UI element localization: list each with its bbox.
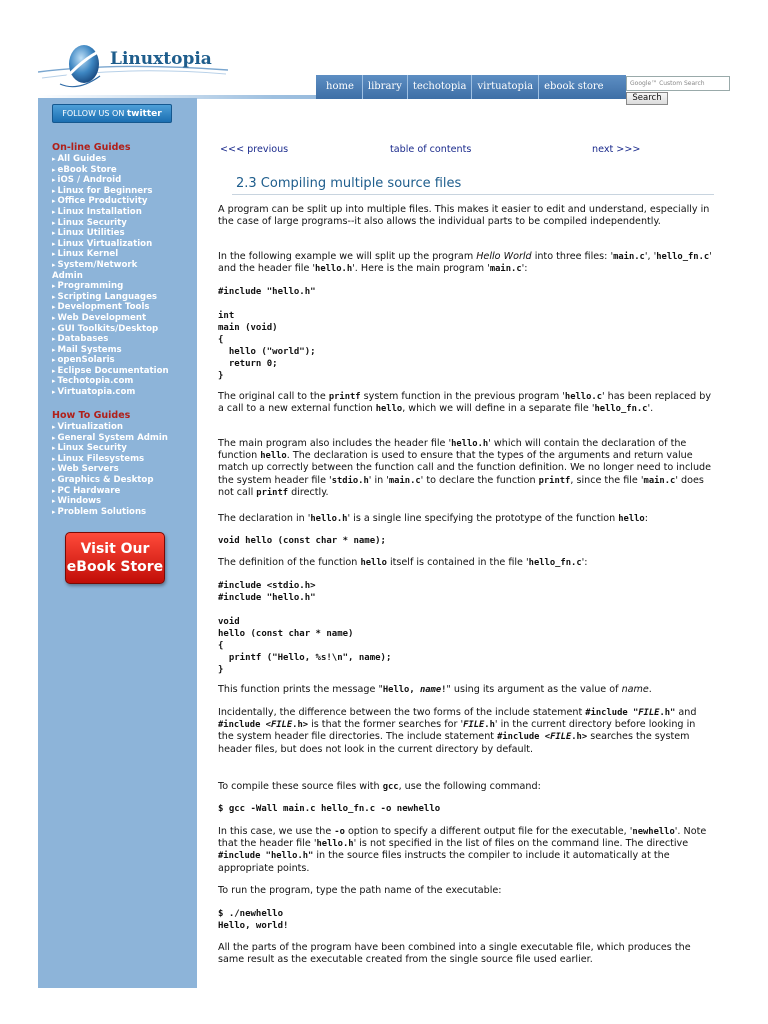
list-item[interactable]: Admin	[52, 270, 83, 281]
bullet-icon: ▸	[52, 292, 56, 301]
logo-text[interactable]: Linuxtopia	[110, 49, 212, 69]
bullet-icon: ▸	[52, 444, 56, 453]
list-item[interactable]: ▸ Linux for Beginners	[52, 185, 153, 196]
twitter-icon: twitter	[126, 109, 162, 119]
list-item[interactable]: ▸ Virtuatopia.com	[52, 387, 136, 398]
list-item[interactable]: ▸ Linux Security	[52, 443, 127, 454]
bullet-icon: ▸	[52, 260, 56, 269]
list-item[interactable]: ▸ Databases	[52, 334, 109, 345]
nav-techotopia[interactable]: techotopia	[408, 75, 473, 99]
bullet-icon: ▸	[52, 197, 56, 206]
list-item[interactable]: ▸ Linux Filesystems	[52, 453, 145, 464]
page-title: 2.3 Compiling multiple source files	[236, 176, 462, 191]
sidebar	[38, 98, 197, 988]
bullet-icon: ▸	[52, 324, 56, 333]
nav-virtuatopia[interactable]: virtuatopia	[472, 75, 539, 99]
table-of-contents-link[interactable]: table of contents	[390, 144, 472, 155]
list-item[interactable]: ▸ openSolaris	[52, 355, 115, 366]
next-link[interactable]: next >>>	[592, 144, 641, 155]
list-item[interactable]: ▸ iOS / Android	[52, 175, 122, 186]
list-item[interactable]: ▸ Virtualization	[52, 422, 123, 432]
bullet-icon: ▸	[52, 229, 56, 238]
bullet-icon: ▸	[52, 282, 56, 291]
bullet-icon: ▸	[52, 475, 56, 484]
paragraph-original-call: The original call to the printf system function in the previous program 'hello.c' has been replaced by a call to a new external function hello, which we will define in a separate file 'hello_fn.c'.	[218, 391, 712, 415]
pager	[220, 144, 714, 156]
bullet-icon: ▸	[52, 335, 56, 344]
list-item[interactable]: ▸ Eclipse Documentation	[52, 365, 169, 376]
paragraph-definition: The definition of the function hello itself is contained in the file 'hello_fn.c':	[218, 557, 588, 568]
list-item[interactable]: ▸ Office Productivity	[52, 196, 148, 207]
ebook-button-line1: Visit Our	[80, 541, 150, 557]
paragraph-summary: All the parts of the program have been combined into a single executable file, which produces the same result as the executable created from the single source file used earlier.	[218, 942, 691, 966]
visit-ebook-store-button[interactable]	[65, 532, 165, 584]
list-item[interactable]: ▸ Linux Kernel	[52, 249, 119, 260]
list-item[interactable]: ▸ Web Servers	[52, 464, 119, 475]
list-item[interactable]: ▸ Graphics & Desktop	[52, 474, 154, 485]
paragraph-declaration: The declaration in 'hello.h' is a single line specifying the prototype of the function hello:	[218, 513, 648, 524]
nav-library[interactable]: library	[363, 75, 408, 99]
list-item[interactable]: ▸ Windows	[52, 496, 102, 507]
list-item[interactable]: ▸ Techotopia.com	[52, 376, 134, 387]
bullet-icon: ▸	[52, 497, 56, 506]
paragraph-prints: This function prints the message "Hello, name!" using its argument as the value of name.	[218, 684, 652, 695]
list-item[interactable]: ▸ eBook Store	[52, 164, 117, 175]
bullet-icon: ▸	[52, 377, 56, 386]
bullet-icon: ▸	[52, 313, 56, 322]
online-guides-heading: On-line Guides	[52, 142, 131, 153]
paragraph-output-option: In this case, we use the -o option to specify a different output file for the executable, 'newhello'. Note that the header file 'hello.h' is not specified in the list of files on the command line. The directive #include "hello.h" in the source files instructs the compiler to include it automatically at the appropriate points.	[218, 826, 707, 874]
paragraph-compile: To compile these source files with gcc, use the following command:	[218, 781, 541, 792]
bullet-icon: ▸	[52, 366, 56, 375]
bullet-icon: ▸	[52, 423, 56, 431]
list-item[interactable]: ▸ Linux Installation	[52, 206, 142, 217]
code-hello-fn-c: #include <stdio.h> #include "hello.h" void hello (const char * name) { printf ("Hello, %s!\n", name); }	[218, 581, 392, 675]
title-divider	[232, 194, 714, 195]
bullet-icon: ▸	[52, 186, 56, 195]
bullet-icon: ▸	[52, 486, 56, 495]
bullet-icon: ▸	[52, 176, 56, 185]
bullet-icon: ▸	[52, 165, 56, 174]
bullet-icon: ▸	[52, 239, 56, 248]
bullet-icon: ▸	[52, 356, 56, 365]
code-run-output: $ ./newhello Hello, world!	[218, 909, 289, 931]
bullet-icon: ▸	[52, 507, 56, 516]
site-header	[38, 22, 738, 110]
nav-home[interactable]: home	[316, 75, 363, 99]
previous-link[interactable]: <<< previous	[220, 144, 289, 155]
follow-label: FOLLOW US ON	[62, 109, 125, 118]
list-item[interactable]: ▸ Development Tools	[52, 302, 150, 313]
list-item[interactable]: ▸ Programming	[52, 281, 124, 292]
paragraph-header-file: The main program also includes the header file 'hello.h' which will contain the declaration of the function hello. The declaration is used to ensure that the types of the arguments and return value match up correctly between the function call and the function definition. We no longer need to include the system header file 'stdio.h' in 'main.c' to declare the function printf, since the file 'main.c' does not call printf directly.	[218, 438, 712, 498]
how-to-guides-heading: How To Guides	[52, 410, 131, 421]
paragraph-intro: A program can be split up into multiple files. This makes it easier to edit and understand, especially in the case of large programs--it also allows the individual parts to be compiled independently.	[218, 204, 710, 228]
search-input[interactable]: Google™ Custom Search	[626, 76, 730, 91]
bullet-icon: ▸	[52, 155, 56, 163]
list-item[interactable]: ▸ All Guides	[52, 154, 107, 164]
follow-twitter-button[interactable]	[52, 104, 172, 123]
top-nav	[316, 75, 626, 99]
bullet-icon: ▸	[52, 303, 56, 312]
how-to-guides-list	[52, 422, 168, 517]
bullet-icon: ▸	[52, 433, 56, 442]
list-item[interactable]: ▸ Scripting Languages	[52, 291, 158, 302]
list-item[interactable]: ▸ GUI Toolkits/Desktop	[52, 323, 159, 334]
list-item[interactable]: ▸ Linux Utilities	[52, 228, 125, 239]
code-hello-h: void hello (const char * name);	[218, 536, 386, 546]
search-button[interactable]: Search	[626, 92, 668, 105]
code-main-c: #include "hello.h" int main (void) { hello ("world"); return 0; }	[218, 287, 316, 381]
list-item[interactable]: ▸ Linux Security	[52, 217, 127, 228]
bullet-icon: ▸	[52, 388, 56, 397]
list-item[interactable]: ▸ System/Network	[52, 259, 138, 270]
paragraph-include-forms: Incidentally, the difference between the two forms of the include statement #include "FILE.h" and #include <FILE.h> is that the former searches for 'FILE.h' in the current directory before looking in the system header file directories. The include statement #include <FILE.h> searches the system header files, but does not look in the current directory by default.	[218, 707, 697, 755]
bullet-icon: ▸	[52, 465, 56, 474]
list-item[interactable]: ▸ Mail Systems	[52, 344, 122, 355]
bullet-icon: ▸	[52, 207, 56, 216]
paragraph-run: To run the program, type the path name of the executable:	[218, 885, 502, 896]
bullet-icon: ▸	[52, 218, 56, 227]
code-gcc-command: $ gcc -Wall main.c hello_fn.c -o newhello	[218, 804, 441, 814]
ebook-button-line2: eBook Store	[66, 559, 164, 575]
paragraph-example: In the following example we will split up the program Hello World into three files: 'main.c', 'hello_fn.c' and the header file 'hello.h'. Here is the main program 'main.c':	[218, 251, 712, 275]
online-guides-list	[52, 154, 169, 398]
list-item[interactable]: ▸ Problem Solutions	[52, 506, 147, 517]
list-item[interactable]: ▸ Linux Virtualization	[52, 238, 153, 249]
bullet-icon: ▸	[52, 345, 56, 354]
list-item[interactable]: ▸ Web Development	[52, 312, 147, 323]
list-item[interactable]: ▸ PC Hardware	[52, 485, 121, 496]
nav-ebook-store[interactable]: ebook store	[544, 81, 604, 92]
bullet-icon: ▸	[52, 454, 56, 463]
bullet-icon: ▸	[52, 250, 56, 259]
list-item[interactable]: ▸ General System Admin	[52, 432, 168, 443]
